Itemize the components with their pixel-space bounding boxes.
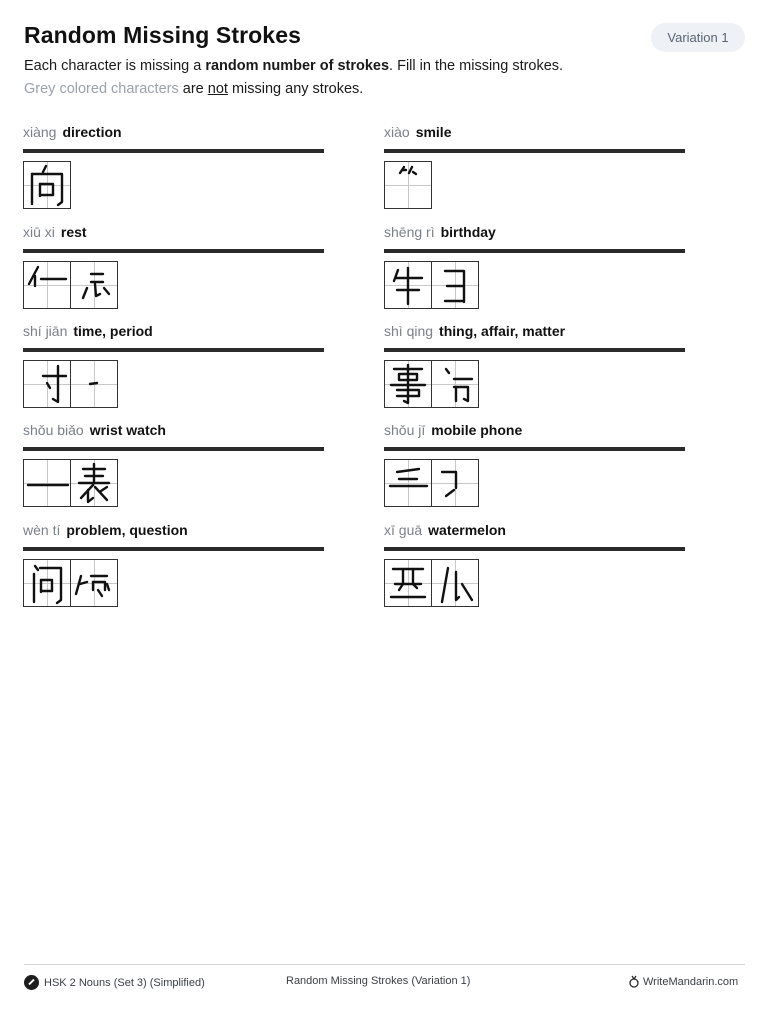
meaning: thing, affair, matter <box>439 323 566 339</box>
divider <box>384 348 685 352</box>
pinyin: shí jiān <box>23 323 68 339</box>
vocab-entry-rest <box>23 224 324 244</box>
site-link[interactable]: WriteMandarin.com <box>643 975 739 988</box>
practice-grid <box>384 161 431 209</box>
partial-character-gua <box>432 560 478 606</box>
divider <box>23 348 324 352</box>
partial-character-biao <box>71 460 117 506</box>
meaning: time, period <box>73 323 153 339</box>
pinyin: wèn tí <box>23 522 61 538</box>
vocab-entry-direction <box>23 124 324 144</box>
grey-legend-text: Grey colored characters <box>24 81 179 97</box>
practice-cell-shi-2[interactable] <box>384 360 432 408</box>
footer-worksheet-label: Random Missing Strokes (Variation 1) <box>286 975 471 987</box>
vocab-entry-birthday <box>384 224 685 244</box>
practice-cell-xiu[interactable] <box>23 261 71 309</box>
practice-grid <box>384 459 478 507</box>
partial-character-sheng <box>385 262 431 308</box>
meaning: problem, question <box>66 522 188 538</box>
vocab-entry-smile <box>384 124 685 144</box>
partial-character-ji <box>432 460 478 506</box>
practice-cell-ri[interactable] <box>431 261 479 309</box>
divider <box>384 249 685 253</box>
practice-cell-qing[interactable] <box>431 360 479 408</box>
practice-cell-ti[interactable] <box>70 559 118 607</box>
partial-character-ti <box>71 560 117 606</box>
practice-cell-wen[interactable] <box>23 559 71 607</box>
vocab-entry-time-period <box>23 323 324 343</box>
meaning: smile <box>415 124 452 140</box>
practice-cell-shi[interactable] <box>23 360 71 408</box>
entry-heading <box>23 323 324 343</box>
footer-divider <box>24 964 745 965</box>
page-title: Random Missing Strokes <box>24 22 301 48</box>
partial-character-xiang <box>24 162 70 208</box>
instruction-line-1 <box>24 58 563 74</box>
entry-heading <box>23 522 324 542</box>
footer-right[interactable] <box>628 975 738 988</box>
footer-center <box>286 975 470 987</box>
footer-set-label: HSK 2 Nouns (Set 3) (Simplified) <box>44 976 205 989</box>
practice-grid <box>384 261 478 309</box>
partial-character-xiao <box>385 162 431 208</box>
pinyin: shì qing <box>384 323 434 339</box>
entry-heading <box>23 422 324 442</box>
vocab-entry-problem <box>23 522 324 542</box>
meaning: watermelon <box>428 522 506 538</box>
pinyin: shǒu biǎo <box>23 422 84 438</box>
footer-left <box>24 975 205 990</box>
practice-cell-xi[interactable] <box>70 261 118 309</box>
partial-character-shi-2 <box>385 361 431 407</box>
practice-grid <box>23 261 117 309</box>
practice-grid <box>23 559 117 607</box>
practice-cell-shou[interactable] <box>23 459 71 507</box>
variation-badge: Variation 1 <box>651 23 745 52</box>
pinyin: shǒu jī <box>384 422 426 438</box>
instruction-text: missing any strokes. <box>227 81 364 97</box>
not-underlined: not <box>207 81 228 97</box>
brush-logo-icon <box>24 975 39 990</box>
vocab-entry-thing <box>384 323 685 343</box>
entry-heading <box>384 522 685 542</box>
instruction-text: . Fill in the missing strokes. <box>389 58 564 74</box>
partial-character-shi <box>24 361 70 407</box>
pinyin: xī guā <box>384 522 423 538</box>
partial-character-shou <box>24 460 70 506</box>
pinyin: shēng rì <box>384 224 435 240</box>
entry-heading <box>23 124 324 144</box>
meaning: wrist watch <box>89 422 166 438</box>
practice-grid <box>23 360 117 408</box>
practice-cell-jian[interactable] <box>70 360 118 408</box>
partial-character-wen <box>24 560 70 606</box>
practice-grid <box>23 161 70 209</box>
meaning: rest <box>60 224 87 240</box>
pinyin: xiào <box>384 124 410 140</box>
partial-character-xiu <box>24 262 70 308</box>
practice-cell-xiao[interactable] <box>384 161 432 209</box>
partial-character-jian <box>71 361 117 407</box>
practice-grid <box>384 559 478 607</box>
practice-grid <box>384 360 478 408</box>
partial-character-xi <box>71 262 117 308</box>
practice-cell-xiang[interactable] <box>23 161 71 209</box>
instruction-text: are <box>178 81 208 97</box>
pinyin: xiū xi <box>23 224 55 240</box>
divider <box>23 249 324 253</box>
partial-character-xi-2 <box>385 560 431 606</box>
pinyin: xiàng <box>23 124 57 140</box>
divider <box>23 547 324 551</box>
practice-cell-sheng[interactable] <box>384 261 432 309</box>
practice-cell-biao[interactable] <box>70 459 118 507</box>
divider <box>384 447 685 451</box>
entry-heading <box>23 224 324 244</box>
instruction-emphasis: random number of strokes <box>205 58 390 74</box>
partial-character-shou-2 <box>385 460 431 506</box>
divider <box>384 547 685 551</box>
vocab-entry-watermelon <box>384 522 685 542</box>
entry-heading <box>384 422 685 442</box>
instruction-text: Each character is missing a <box>24 58 206 74</box>
meaning: mobile phone <box>431 422 523 438</box>
practice-cell-ji[interactable] <box>431 459 479 507</box>
meaning: birthday <box>440 224 496 240</box>
vocab-entry-wrist-watch <box>23 422 324 442</box>
divider <box>23 149 324 153</box>
entry-heading <box>384 323 685 343</box>
vocab-entry-mobile-phone <box>384 422 685 442</box>
divider <box>23 447 324 451</box>
practice-cell-shou-2[interactable] <box>384 459 432 507</box>
entry-heading <box>384 124 685 144</box>
writemandarin-logo-icon <box>628 975 640 988</box>
practice-cell-gua[interactable] <box>431 559 479 607</box>
practice-cell-xi-2[interactable] <box>384 559 432 607</box>
partial-character-qing <box>432 361 478 407</box>
divider <box>384 149 685 153</box>
meaning: direction <box>62 124 122 140</box>
partial-character-ri <box>432 262 478 308</box>
instruction-line-2 <box>24 81 363 97</box>
practice-grid <box>23 459 117 507</box>
entry-heading <box>384 224 685 244</box>
